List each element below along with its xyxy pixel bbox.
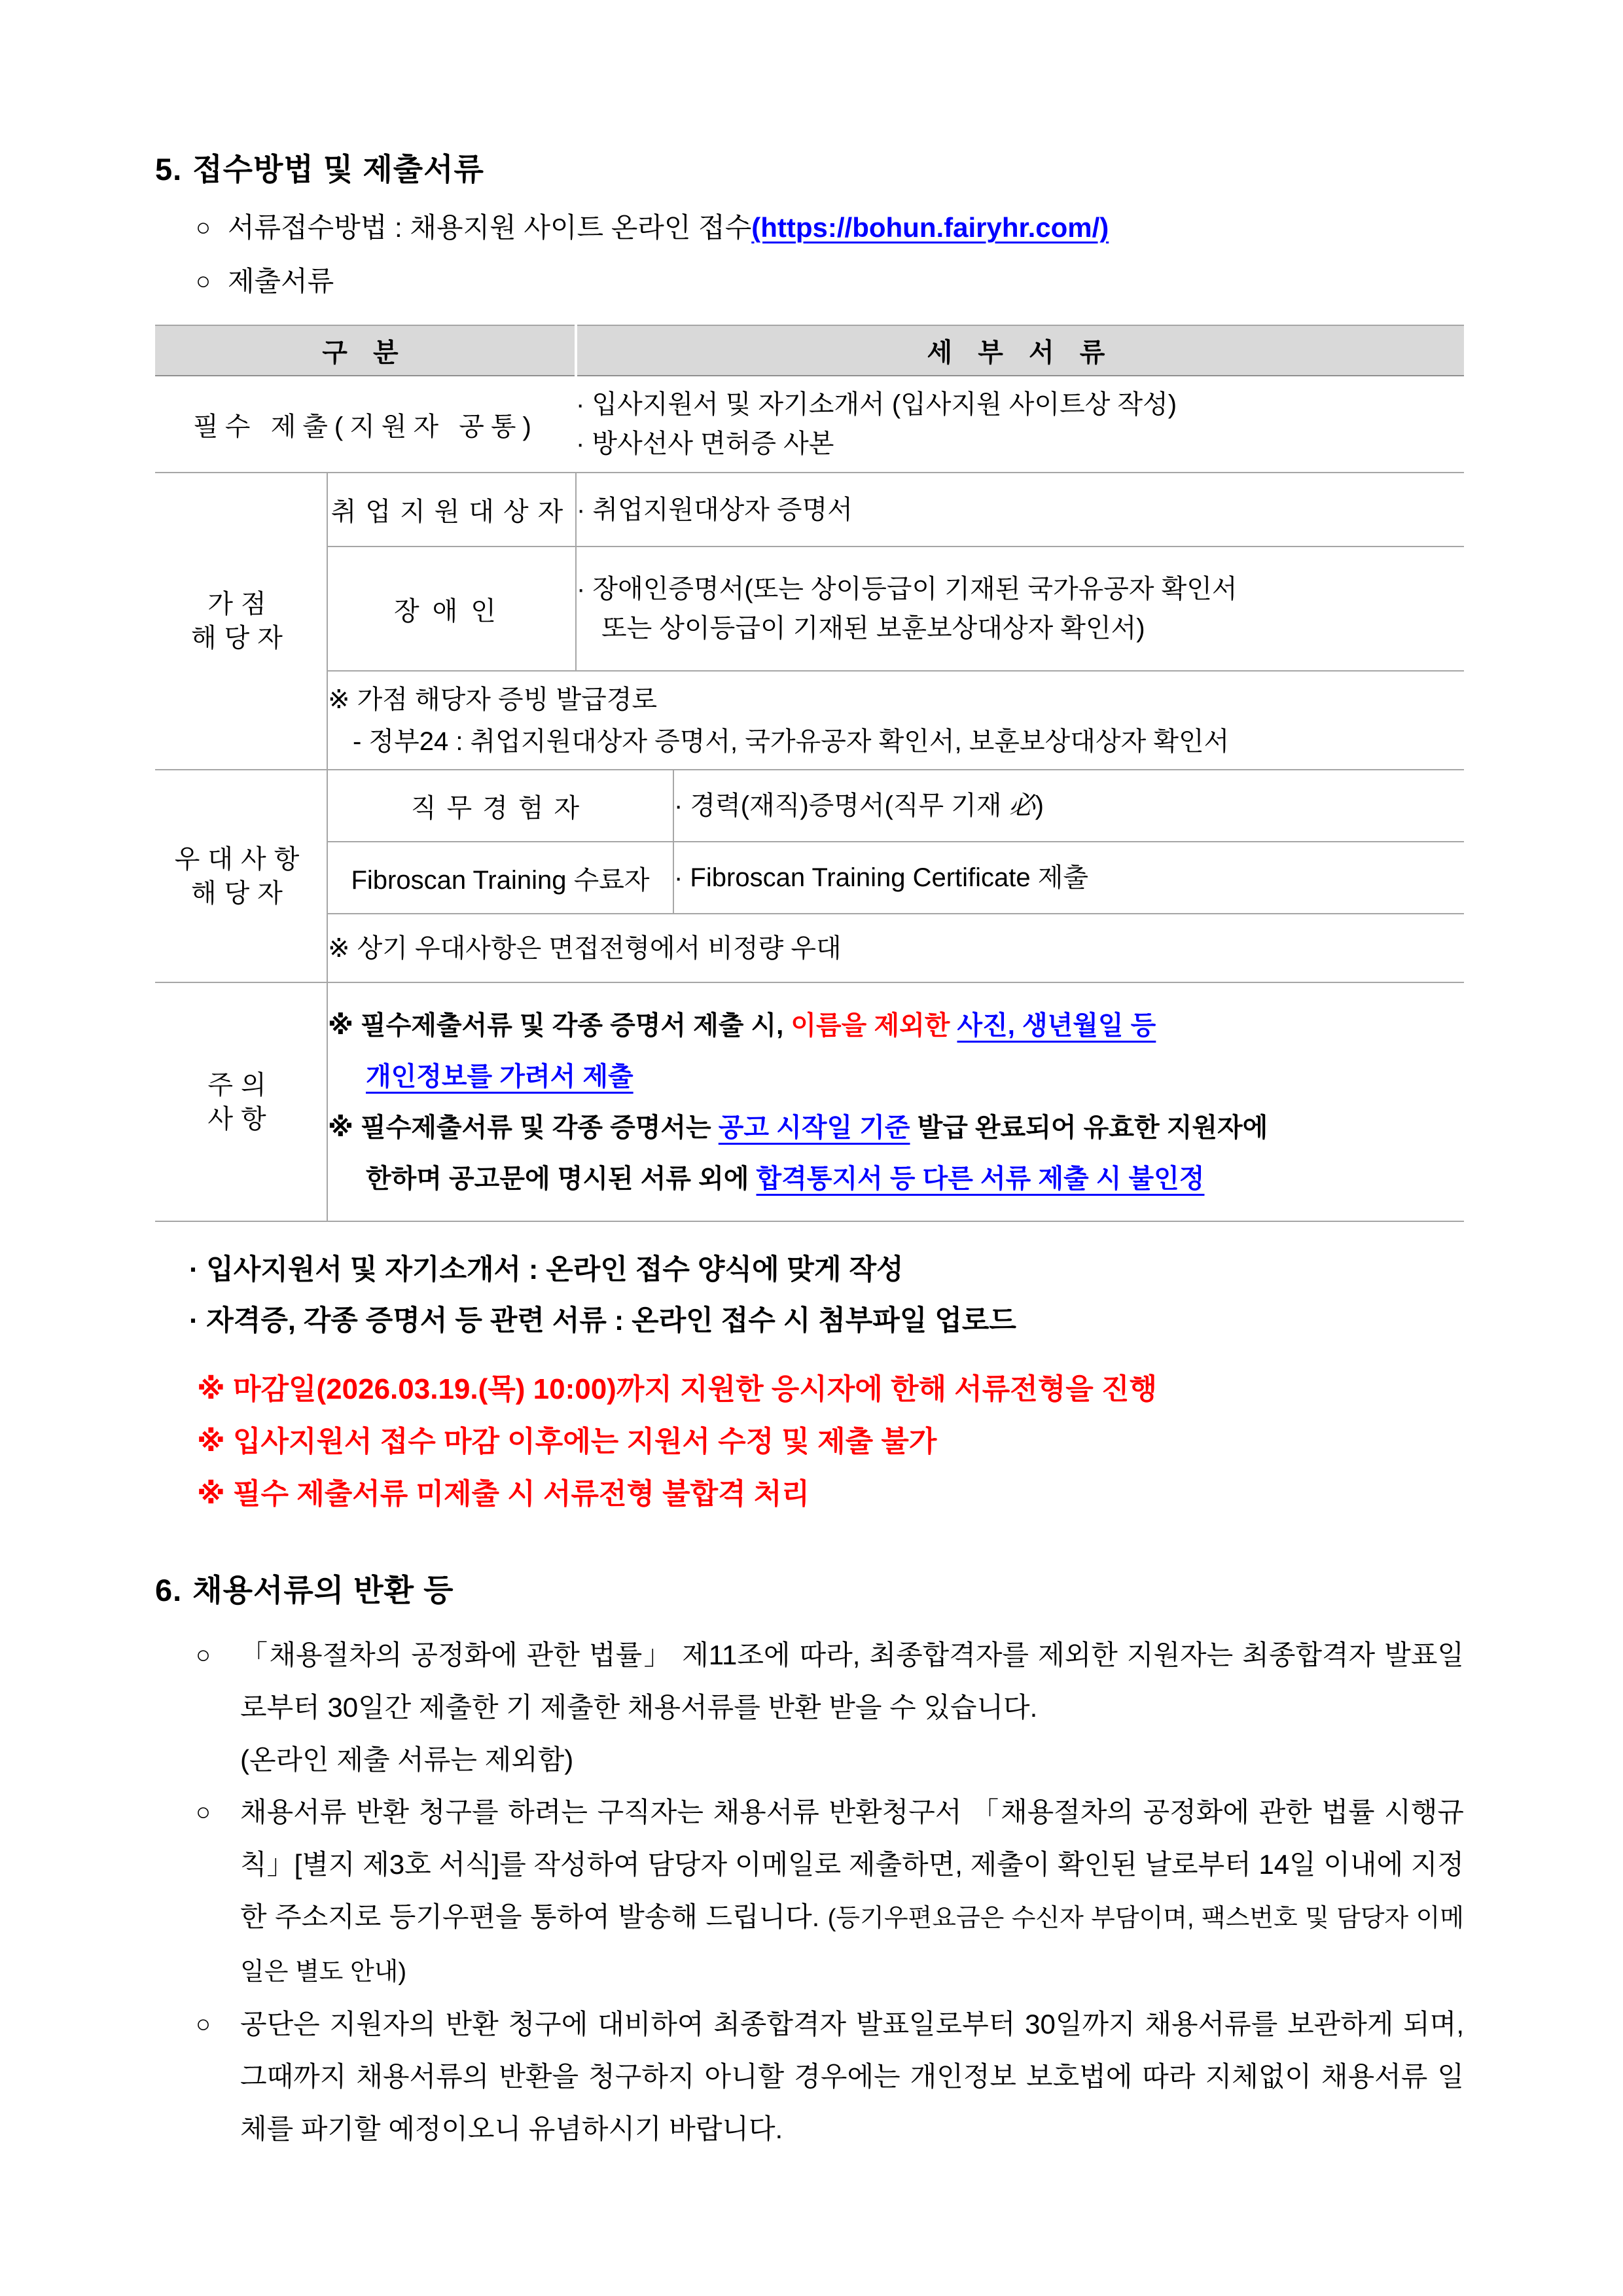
table-row-preference-fibroscan — [155, 842, 1464, 914]
section5-title: 접수방법 및 제출서류 — [192, 152, 484, 187]
detail-line: · 입사지원서 및 자기소개서 (입사지원 사이트상 작성) — [576, 390, 1177, 419]
section6-number: 6. — [155, 1573, 183, 1607]
required-details-cell — [576, 376, 1464, 473]
group-label-line: 해당자 — [191, 624, 291, 653]
return-paragraph-1 — [196, 1629, 1464, 1786]
table-row-preference-experience — [155, 770, 1464, 842]
caution-line — [366, 1051, 1464, 1102]
table-row-caution — [155, 982, 1464, 1221]
required-hanja: 必 — [1008, 791, 1035, 820]
header-cell-category: 구 분 — [155, 325, 576, 376]
preference-detail-cell: · Fibroscan Training Certificate 제출 — [673, 842, 1464, 914]
submission-documents-text: 제출서류 — [227, 266, 334, 296]
detail-text: ) — [1035, 791, 1044, 820]
group-label-line: 가점 — [207, 590, 274, 619]
bonus-detail-cell — [576, 547, 1464, 671]
preference-detail-cell — [673, 770, 1464, 842]
table-row-bonus-employment — [155, 473, 1464, 547]
section6-title: 채용서류의 반환 등 — [192, 1573, 454, 1607]
note-line: - 정부24 : 취업지원대상자 증명서, 국가유공자 확인서, 보훈보상대상자 확인서 — [353, 726, 1230, 756]
paragraph-text — [240, 1629, 1464, 1786]
post-table-note: · 자격증, 각종 증명서 등 관련 서류 : 온라인 접수 시 첨부파일 업로드 — [189, 1305, 1016, 1336]
group-label-line: 주의 — [207, 1070, 274, 1100]
caution-red-text: 이름을 제외한 — [791, 1011, 957, 1040]
red-notice: ※ 입사지원서 접수 마감 이후에는 지원서 수정 및 제출 불가 — [197, 1426, 937, 1458]
table-row-bonus-disabled — [155, 547, 1464, 671]
bonus-type-cell: 장애인 — [327, 547, 576, 671]
caution-text: 발급 완료되어 유효한 지원자에 — [910, 1113, 1268, 1142]
application-method-line — [196, 208, 1464, 249]
bonus-detail-cell: · 취업지원대상자 증명서 — [576, 473, 1464, 547]
caution-line — [328, 1000, 1464, 1051]
submission-documents-table — [155, 325, 1464, 1222]
preference-type-cell: Fibroscan Training 수료자 — [327, 842, 673, 914]
table-row-preference-note — [155, 914, 1464, 982]
red-notice: ※ 필수 제출서류 미제출 시 서류전형 불합격 처리 — [197, 1478, 810, 1510]
table-row-required — [155, 376, 1464, 473]
section5-heading — [155, 151, 1464, 188]
caution-blue-text: 개인정보를 가려서 제출 — [366, 1062, 633, 1091]
bonus-type-cell: 취업지원대상자 — [327, 473, 576, 547]
circle-bullet-icon: ○ — [196, 268, 211, 295]
paragraph-text — [240, 1998, 1464, 2155]
caution-line — [328, 1102, 1464, 1153]
circle-bullet-icon: ○ — [196, 2011, 211, 2038]
detail-text: · 경력(재직)증명서(직무 기재 — [674, 791, 1009, 820]
group-label-line: 우대사항 — [174, 844, 308, 874]
submission-documents-line — [196, 262, 1464, 302]
detail-line: · 방사선사 면허증 사본 — [576, 429, 834, 458]
application-method-text: 서류접수방법 : 채용지원 사이트 온라인 접수 — [227, 212, 752, 243]
return-paragraph-2 — [196, 1786, 1464, 1998]
group-label-line: 해당자 — [191, 878, 291, 908]
caution-blue-text: 공고 시작일 기준 — [718, 1113, 910, 1142]
circle-bullet-icon: ○ — [196, 1799, 211, 1826]
circle-bullet-icon: ○ — [196, 1641, 211, 1669]
caution-text: ※ 필수제출서류 및 각종 증명서는 — [328, 1113, 719, 1142]
caution-line — [366, 1153, 1464, 1204]
bonus-group-label-cell — [155, 473, 327, 770]
note-line: ※ 가점 해당자 증빙 발급경로 — [328, 685, 658, 714]
caution-blue-text: 사진, 생년월일 등 — [957, 1011, 1156, 1040]
paragraph-body: 채용서류 반환 청구를 하려는 구직자는 채용서류 반환청구서 「채용절차의 공정화에 관한 법률 시행규칙」[별지 제3호 서식]를 작성하여 담당자 이메일로 제출하면, 제출이 확인된 날로부터 14일 이내에 지정한 주소지로 등기우편을 통하여 발송해 드립니다. — [240, 1797, 1464, 1932]
application-site-link[interactable]: (https://bohun.fairyhr.com/) — [751, 212, 1109, 243]
paragraph-body: 「채용절차의 공정화에 관한 법률」 제11조에 따라, 최종합격자를 제외한 지원자는 최종합격자 발표일로부터 30일간 제출한 기 제출한 채용서류를 반환 받을 수 있습니다. — [240, 1640, 1464, 1723]
red-notice-block — [155, 1363, 1464, 1520]
paragraph-small-note: (등기우편요금은 수신자 부담이며, 팩스번호 및 담당자 이메일은 별도 안내) — [240, 1905, 1464, 1986]
red-notice: ※ 마감일(2026.03.19.(목) 10:00)까지 지원한 응시자에 한해 서류전형을 진행 — [197, 1373, 1158, 1405]
table-row-bonus-note — [155, 671, 1464, 770]
return-paragraph-3 — [196, 1998, 1464, 2155]
caution-blue-text: 합격통지서 등 다른 서류 제출 시 불인정 — [756, 1164, 1205, 1193]
detail-line: 또는 상이등급이 기재된 보훈보상대상자 확인서) — [601, 614, 1145, 643]
bonus-note-cell — [327, 671, 1464, 770]
paragraph-note: (온라인 제출 서류는 제외함) — [240, 1744, 574, 1775]
preference-group-label-cell — [155, 770, 327, 982]
detail-line: · 장애인증명서(또는 상이등급이 기재된 국가유공자 확인서 — [577, 575, 1238, 603]
section6-heading — [155, 1571, 1464, 1609]
paragraph-body: 공단은 지원자의 반환 청구에 대비하여 최종합격자 발표일로부터 30일까지 채용서류를 보관하게 되며, 그때까지 채용서류의 반환을 청구하지 아니할 경우에는 개인정보 보호법에 따라 지체없이 채용서류 일체를 파기할 예정이오니 유념하시기 바랍니다. — [240, 2009, 1464, 2144]
group-label-line: 사항 — [207, 1104, 274, 1134]
table-header-row — [155, 325, 1464, 376]
section5-number: 5. — [155, 152, 183, 187]
header-cell-details: 세 부 서 류 — [576, 325, 1464, 376]
circle-bullet-icon: ○ — [196, 214, 211, 242]
preference-type-cell: 직무경험자 — [327, 770, 673, 842]
page-content — [155, 151, 1464, 2155]
preference-note-cell: ※ 상기 우대사항은 면접전형에서 비정량 우대 — [327, 914, 1464, 982]
paragraph-text — [240, 1786, 1464, 1998]
caution-content-cell — [327, 982, 1464, 1221]
caution-text: 한하며 공고문에 명시된 서류 외에 — [366, 1164, 757, 1193]
caution-text: ※ 필수제출서류 및 각종 증명서 제출 시, — [328, 1011, 791, 1040]
post-table-note: · 입사지원서 및 자기소개서 : 온라인 접수 양식에 맞게 작성 — [189, 1254, 904, 1285]
caution-group-label-cell — [155, 982, 327, 1221]
required-label-cell: 필수 제출(지원자 공통) — [193, 412, 538, 441]
